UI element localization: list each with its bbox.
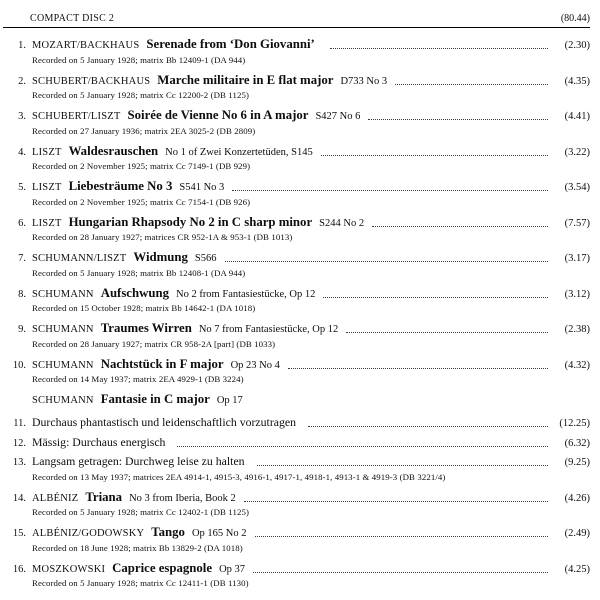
recording-details: Recorded on 14 May 1937; matrix 2EA 4929-1 (DB 3224) xyxy=(32,374,244,384)
dotted-leader xyxy=(368,119,548,120)
work-title: Waldesrauschen xyxy=(68,143,159,158)
track-line xyxy=(3,73,590,89)
composer-name: SCHUMANN xyxy=(32,324,94,335)
track-line xyxy=(3,435,590,451)
catalog-number: No 3 from Iberia, Book 2 xyxy=(129,492,236,504)
composer-name: LISZT xyxy=(32,146,62,158)
recording-details: Recorded on 15 October 1928; matrix Bb 14642-1 (DA 1018) xyxy=(32,303,256,313)
composer-name: MOSZKOWSKI xyxy=(32,563,106,575)
track-line xyxy=(3,490,590,506)
track-row xyxy=(3,525,590,553)
composer-name: SCHUMANN xyxy=(32,359,94,371)
track-line xyxy=(3,179,590,195)
composer-name: SCHUMANN xyxy=(32,395,94,406)
recording-details: Recorded on 28 January 1927; matrix CR 958-2A [part] (DB 1033) xyxy=(32,338,276,349)
composer-name: LISZT xyxy=(32,182,62,193)
recording-details: Recorded on 2 November 1925; matrix Cc 7149-1 (DB 929) xyxy=(32,161,251,171)
track-number: 2. xyxy=(18,75,26,87)
track-line xyxy=(3,215,590,231)
track-duration: (3.54) xyxy=(564,182,590,193)
recording-details: Recorded on 28 January 1927; matrices CR 952-1A & 953-1 (DB 1013) xyxy=(32,232,293,242)
track-row xyxy=(3,561,590,589)
dotted-leader xyxy=(323,297,548,298)
work-title: Traumes Wirren xyxy=(100,321,192,335)
track-number: 8. xyxy=(18,288,26,300)
track-line xyxy=(3,286,590,302)
track-duration: (6.32) xyxy=(564,437,590,449)
track-line xyxy=(3,37,590,53)
work-title: Aufschwung xyxy=(100,285,169,300)
track-number: 15. xyxy=(12,528,26,539)
track-duration: (4.35) xyxy=(564,75,590,87)
dotted-leader xyxy=(257,465,548,466)
track-duration: (4.25) xyxy=(564,563,590,575)
track-duration: (3.12) xyxy=(564,288,590,300)
track-number: 9. xyxy=(18,324,26,335)
track-row xyxy=(3,215,590,243)
catalog-number: S427 No 6 xyxy=(315,111,361,122)
track-row xyxy=(3,179,590,207)
track-row xyxy=(3,321,590,349)
dotted-leader xyxy=(244,501,548,502)
track-number: 13. xyxy=(12,457,26,468)
dotted-leader xyxy=(288,368,548,369)
disc-total-duration: (80.44) xyxy=(560,13,590,24)
track-line xyxy=(3,108,590,124)
catalog-number: Op 17 xyxy=(216,395,243,406)
composer-name: SCHUMANN/LISZT xyxy=(32,253,127,264)
track-number: 7. xyxy=(18,253,26,264)
track-duration: (12.25) xyxy=(559,418,590,429)
track-row xyxy=(3,37,590,65)
composer-name: ALBÉNIZ/GODOWSKY xyxy=(32,528,145,539)
dotted-leader xyxy=(321,155,548,156)
track-row xyxy=(3,144,590,172)
composer-name: SCHUBERT/BACKHAUS xyxy=(32,75,151,87)
track-line xyxy=(3,454,590,470)
recording-details: Recorded on 5 January 1928; matrix Bb 12408-1 (DA 944) xyxy=(32,267,246,278)
composer-name: SCHUBERT/LISZT xyxy=(32,111,121,122)
work-title: Liebesträume No 3 xyxy=(68,179,173,193)
track-line xyxy=(3,144,590,160)
dotted-leader xyxy=(372,226,548,227)
work-title: Fantasie in C major xyxy=(100,392,210,406)
track-line xyxy=(3,321,590,337)
track-line xyxy=(3,250,590,266)
track-number: 12. xyxy=(12,437,26,449)
track-row xyxy=(3,286,590,314)
track-row xyxy=(3,108,590,136)
dotted-leader xyxy=(177,446,548,447)
track-line xyxy=(3,357,590,373)
dotted-leader xyxy=(225,261,548,262)
track-number: 3. xyxy=(18,111,26,122)
catalog-number: D733 No 3 xyxy=(340,75,388,87)
catalog-number: S244 No 2 xyxy=(319,217,365,229)
track-row xyxy=(3,454,590,482)
track-number: 6. xyxy=(18,217,26,229)
track-number: 4. xyxy=(18,146,26,158)
recording-details: Recorded on 18 June 1928; matrix Bb 13829-2 (DA 1018) xyxy=(32,542,243,553)
work-title: Soirée de Vienne No 6 in A major xyxy=(127,108,309,122)
recording-details: Recorded on 5 January 1928; matrix Cc 12411-1 (DB 1130) xyxy=(32,578,249,588)
track-duration: (4.32) xyxy=(564,359,590,371)
dotted-leader xyxy=(232,190,548,191)
track-duration: (2.30) xyxy=(564,40,590,51)
recording-details: Recorded on 5 January 1928; matrix Cc 12402-1 (DB 1125) xyxy=(32,507,249,517)
composer-name: ALBÉNIZ xyxy=(32,492,79,504)
work-title: Mässig: Durchaus energisch xyxy=(32,434,166,449)
track-row xyxy=(3,73,590,101)
catalog-number: No 7 from Fantasiestücke, Op 12 xyxy=(198,324,339,335)
work-title: Durchaus phantastisch und leidenschaftlich vorzutragen xyxy=(32,415,297,429)
work-title: Hungarian Rhapsody No 2 in C sharp minor xyxy=(68,214,313,229)
dotted-leader xyxy=(308,426,548,427)
track-row xyxy=(3,357,590,385)
recording-details: Recorded on 5 January 1928; matrix Cc 12200-2 (DB 1125) xyxy=(32,90,249,100)
track-row xyxy=(3,250,590,278)
work-title: Caprice espagnole xyxy=(112,560,213,575)
catalog-number: S566 xyxy=(194,253,217,264)
track-row xyxy=(3,490,590,518)
work-title: Langsam getragen: Durchweg leise zu halten xyxy=(32,454,245,468)
track-duration: (4.26) xyxy=(564,492,590,504)
catalog-number: Op 165 No 2 xyxy=(191,528,247,539)
track-line xyxy=(3,561,590,577)
track-duration: (9.25) xyxy=(564,457,590,468)
catalog-number: Op 23 No 4 xyxy=(230,359,280,371)
dotted-leader xyxy=(330,48,548,49)
dotted-leader xyxy=(346,332,548,333)
recording-details: Recorded on 13 May 1937; matrices 2EA 4914-1, 4915-3, 4916-1, 4917-1, 4918-1, 4913-1 & 4919-3 (DB 3221/4) xyxy=(32,471,446,482)
work-title: Nachtstück in F major xyxy=(100,356,224,371)
track-line xyxy=(32,392,590,408)
track-row xyxy=(3,415,590,431)
disc-title: COMPACT DISC 2 xyxy=(30,13,115,24)
work-title: Triana xyxy=(85,489,123,504)
track-number: 14. xyxy=(12,492,26,504)
track-number: 11. xyxy=(13,418,26,429)
work-title: Tango xyxy=(151,525,185,539)
track-duration: (7.57) xyxy=(564,217,590,229)
composer-name: LISZT xyxy=(32,217,62,229)
track-number: 16. xyxy=(12,563,26,575)
catalog-number: No 2 from Fantasiestücke, Op 12 xyxy=(175,288,316,300)
track-number: 10. xyxy=(12,359,26,371)
dotted-leader xyxy=(253,572,548,573)
catalog-number: No 1 of Zwei Konzertetüden, S145 xyxy=(165,146,313,158)
work-title: Widmung xyxy=(133,250,188,264)
track-row xyxy=(32,392,590,408)
dotted-leader xyxy=(395,84,548,85)
track-list xyxy=(3,28,590,588)
track-line xyxy=(3,415,590,431)
work-title: Serenade from ‘Don Giovanni’ xyxy=(146,37,315,51)
composer-name: SCHUMANN xyxy=(32,288,94,300)
track-duration: (2.38) xyxy=(564,324,590,335)
catalog-number: S541 No 3 xyxy=(179,182,225,193)
dotted-leader xyxy=(255,536,548,537)
recording-details: Recorded on 5 January 1928; matrix Bb 12409-1 (DA 944) xyxy=(32,54,246,65)
track-row xyxy=(3,435,590,451)
composer-name: MOZART/BACKHAUS xyxy=(32,40,140,51)
disc-header xyxy=(3,13,590,28)
recording-details: Recorded on 27 January 1936; matrix 2EA 3025-2 (DB 2809) xyxy=(32,125,256,136)
track-number: 1. xyxy=(18,40,26,51)
track-line xyxy=(3,525,590,541)
work-title: Marche militaire in E flat major xyxy=(157,72,334,87)
track-duration: (3.17) xyxy=(564,253,590,264)
track-duration: (2.49) xyxy=(564,528,590,539)
catalog-number: Op 37 xyxy=(219,563,246,575)
recording-details: Recorded on 2 November 1925; matrix Cc 7154-1 (DB 926) xyxy=(32,196,251,207)
track-duration: (3.22) xyxy=(564,146,590,158)
track-number: 5. xyxy=(18,182,26,193)
track-duration: (4.41) xyxy=(564,111,590,122)
